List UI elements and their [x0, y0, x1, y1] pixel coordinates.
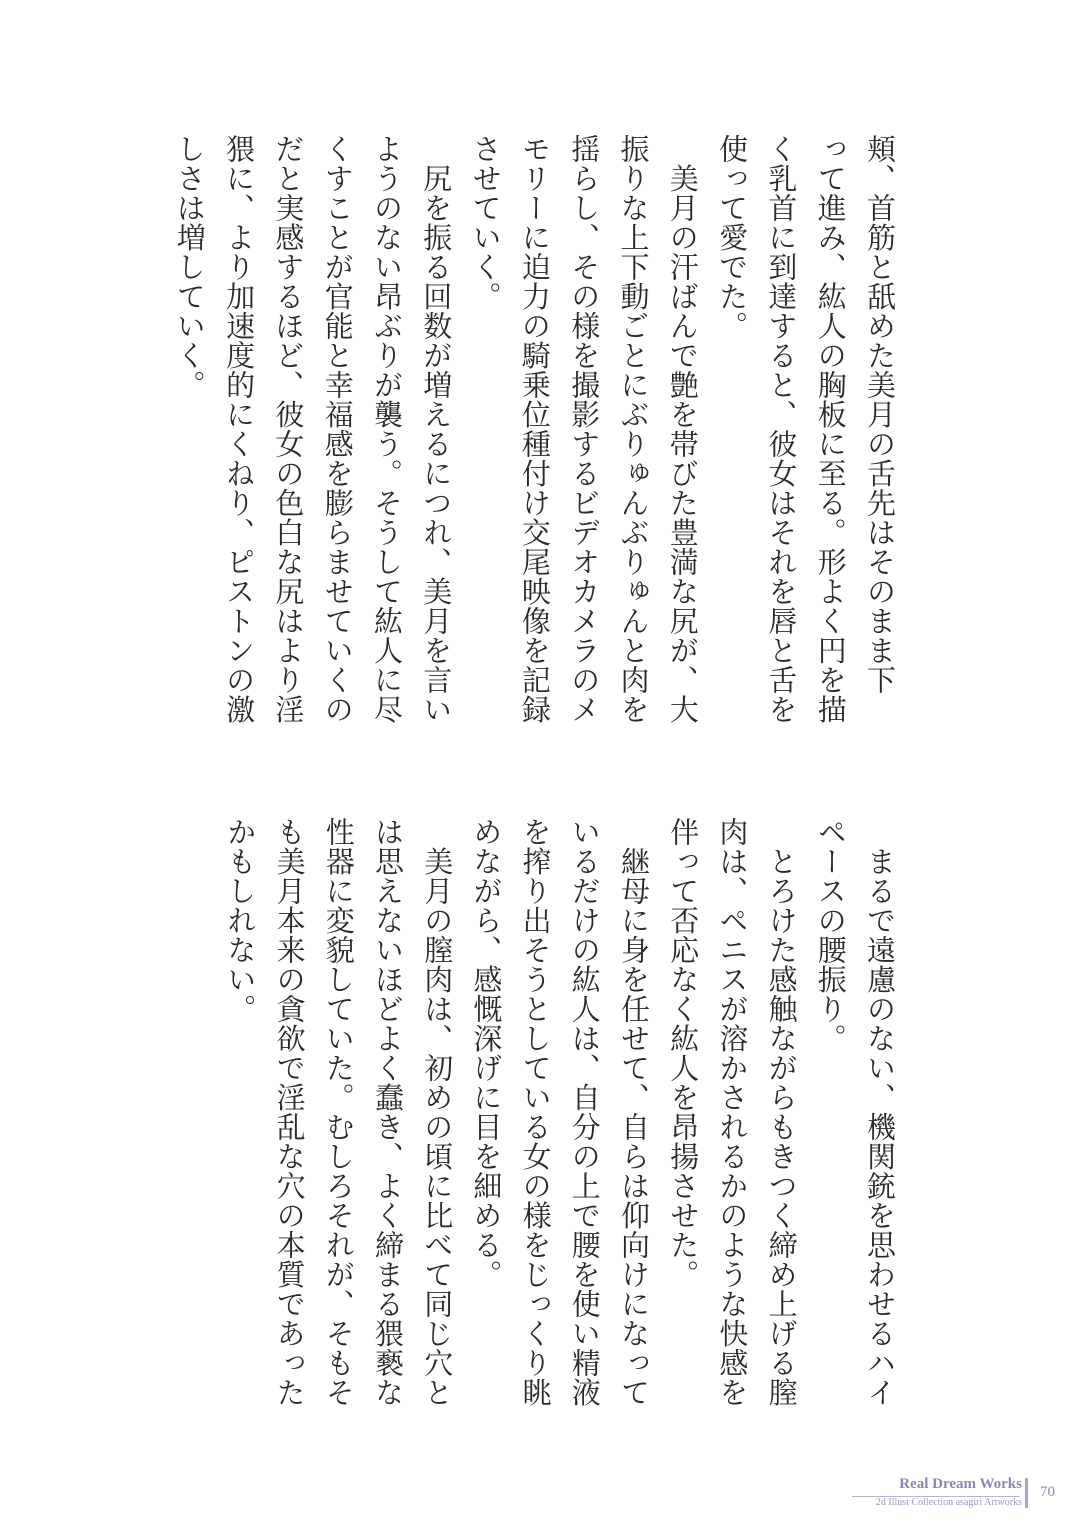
- text-column: させていく。: [468, 134, 503, 311]
- text-column: だと実感するほど、彼女の色白な尻はより淫: [271, 134, 306, 724]
- text-column: 使って愛でた。: [715, 134, 750, 341]
- text-column: 頬、首筋と舐めた美月の舌先はそのまま下: [863, 134, 897, 695]
- page-number: 70: [1040, 1484, 1055, 1500]
- text-column: を搾り出そうとしている女の様をじっくり眺: [518, 817, 553, 1407]
- text-column: ようのない昂ぶりが襲う。そうして紘人に尽: [370, 134, 404, 724]
- text-column: は思えないほどよく蠢き、よく締まる猥褻な: [371, 817, 405, 1407]
- text-column: 肉は、ペニスが溶かされるかのような快感を: [715, 817, 750, 1407]
- text-column: 継母に身を任せて、自らは仰向けになって: [617, 817, 651, 1407]
- text-column: 尻を振る回数が増えるにつれ、美月を言い: [419, 134, 454, 724]
- text-column: 揺らし、その様を撮影するビデオカメラのメ: [567, 134, 602, 724]
- text-column: く乳首に到達すると、彼女はそれを唇と舌を: [764, 134, 799, 724]
- text-column: めながら、感慨深げに目を細める。: [469, 817, 504, 1289]
- footer-subtitle: 2d Illust Collection asagiri Artworks: [875, 1497, 1022, 1508]
- footer-publisher-title: Real Dream Works: [899, 1476, 1022, 1492]
- text-column: くすことが官能と幸福感を膨らませていくの: [320, 134, 355, 724]
- text-column: 美月の膣肉は、初めの頃に比べて同じ穴と: [420, 817, 455, 1407]
- text-column: 振りな上下動ごとにぶりゅんぶりゅんと肉を: [616, 134, 651, 724]
- text-column: いるだけの紘人は、自分の上で腰を使い精液: [567, 817, 602, 1407]
- text-column: とろけた感触ながらもきつく締め上げる膣: [764, 817, 799, 1407]
- text-column: モリーに迫力の騎乗位種付け交尾映像を記録: [517, 134, 552, 724]
- text-column: 伴って否応なく紘人を昂揚させた。: [666, 817, 701, 1289]
- text-column: 猥に、より加速度的にくねり、ピストンの激: [222, 134, 257, 724]
- text-column: も美月本来の貪欲で淫乱な穴の本質であった: [272, 817, 307, 1407]
- text-column: 美月の汗ばんで艶を帯びた豊満な尻が、大: [665, 134, 700, 724]
- footer-vertical-bar: [1025, 1478, 1028, 1508]
- text-column: かもしれない。: [223, 817, 258, 1024]
- text-column: 性器に変貌していた。むしろそれが、そもそ: [321, 817, 356, 1407]
- text-column: まるで遠慮のない、機関銃を思わせるハイ: [863, 817, 897, 1407]
- text-column: ペースの腰振り。: [813, 817, 848, 1053]
- text-column: って進み、紘人の胸板に至る。形よく円を描: [813, 134, 848, 724]
- text-column: しさは増していく。: [172, 134, 207, 400]
